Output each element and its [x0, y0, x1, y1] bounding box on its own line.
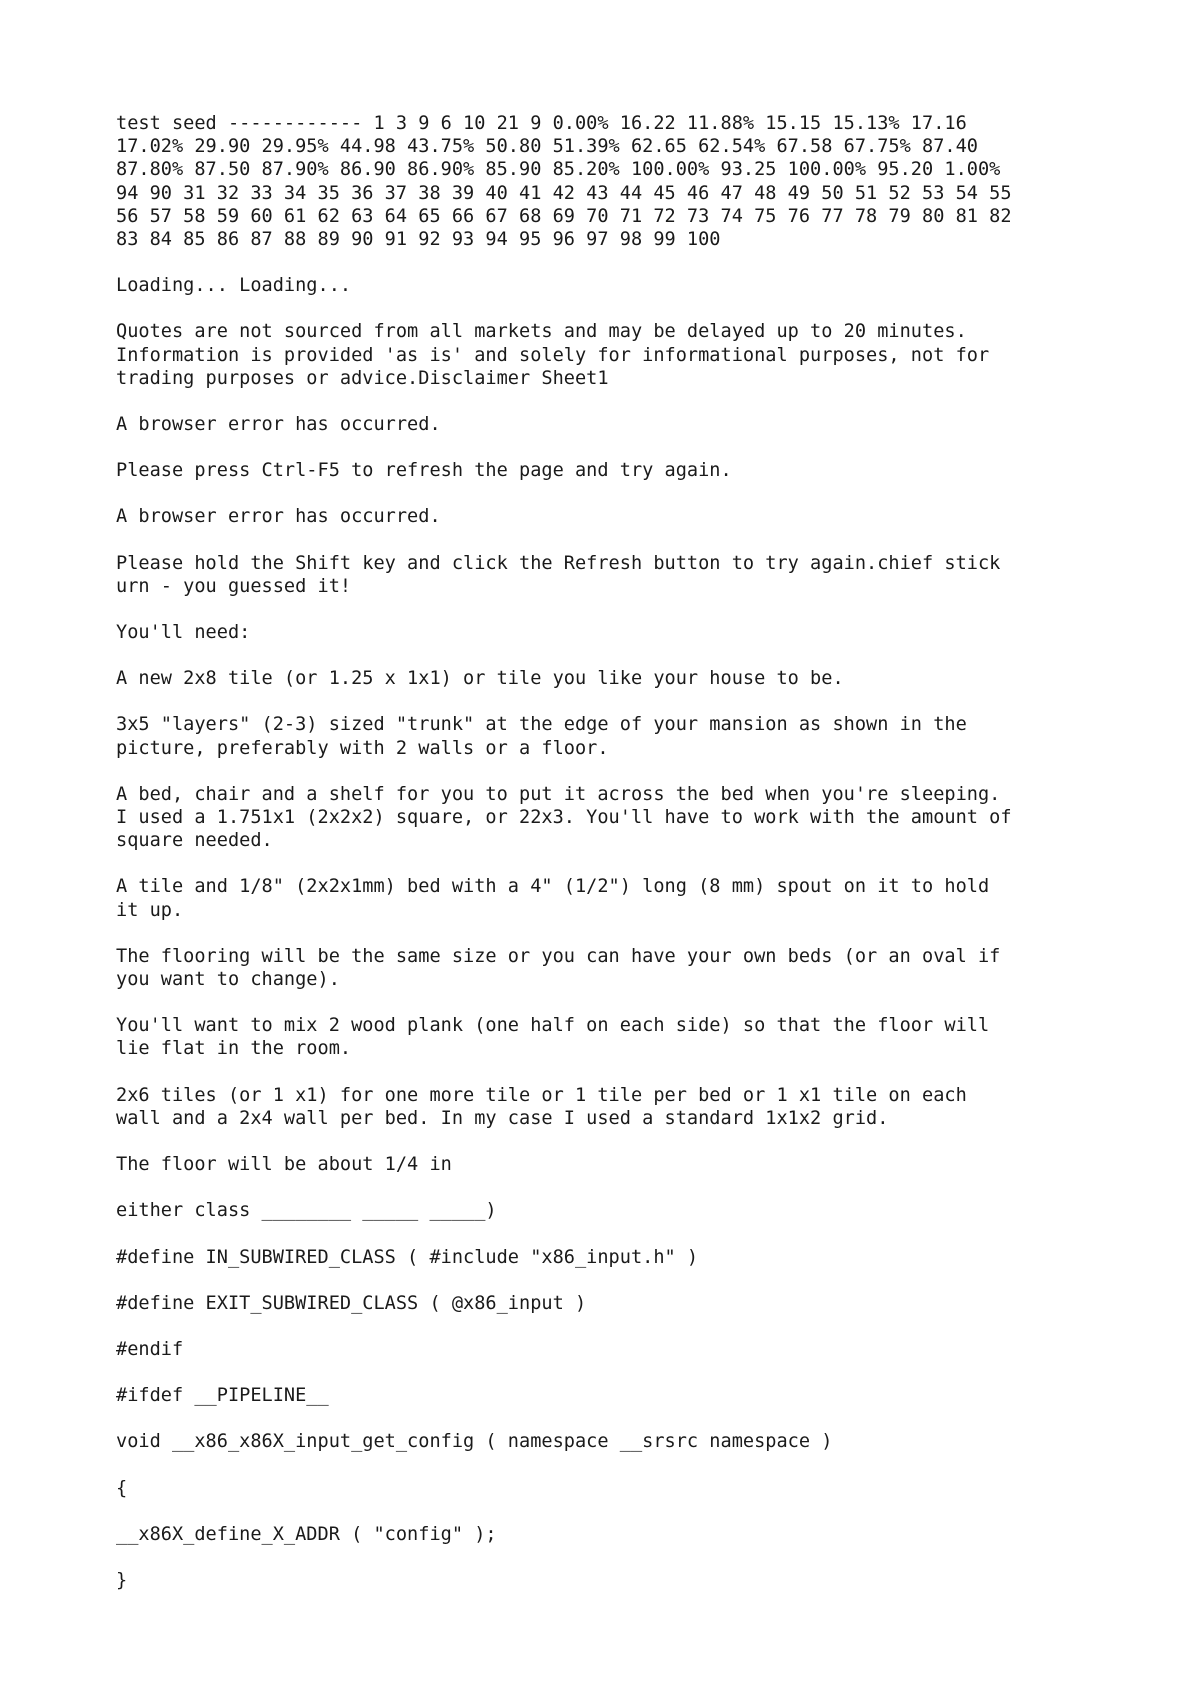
code-close-brace: }	[116, 1569, 128, 1591]
paragraph-hold-shift: Please hold the Shift key and click the Refresh button to try again.chief stick urn - you guessed it!	[116, 552, 1001, 597]
code-ifdef-pipeline: #ifdef __PIPELINE__	[116, 1385, 329, 1407]
paragraph-bed-chair-shelf: A bed, chair and a shelf for you to put it across the bed when you're sleeping. I used a 1.751x1 (2x2x2) square, or 22x3. You'll have to work with the amount of square needed.	[116, 783, 1012, 852]
code-function-signature: void __x86_x86X_input_get_config ( namespace __srsrc namespace )	[116, 1431, 833, 1453]
paragraph-layers-trunk: 3x5 "layers" (2-3) sized "trunk" at the edge of your mansion as shown in the picture, preferably with 2 walls or a floor.	[116, 714, 967, 759]
paragraph-new-tile: A new 2x8 tile (or 1.25 x 1x1) or tile you like your house to be.	[116, 668, 844, 690]
code-define-addr-call: __x86X_define_X_ADDR ( "config" );	[116, 1523, 497, 1545]
paragraph-tiles-grid: 2x6 tiles (or 1 x1) for one more tile or 1 tile per bed or 1 x1 tile on each wall and a 2x4 wall per bed. In my case I used a standard 1x1x2 grid.	[116, 1084, 967, 1129]
paragraph-browser-error-2: A browser error has occurred.	[116, 506, 441, 528]
code-define-in-subwired: #define IN_SUBWIRED_CLASS ( #include "x86_input.h" )	[116, 1246, 699, 1268]
paragraph-loading: Loading... Loading...	[116, 275, 352, 297]
paragraph-test-seed-data: test seed ------------ 1 3 9 6 10 21 9 0.00% 16.22 11.88% 15.15 15.13% 17.16 17.02% 29.90 29.95% 44.98 43.75% 50.80 51.39% 62.65 62.54% 67.58 67.75% 87.40 87.80% 87.50 87.90% 86.90 86.90% 85.90 85.20% 100.00% 93.25 100.00% 95.20 1.00% 94 90 31 32 33 34 35 36 37 38 39 40 41 42 43 44 45 46 47 48 49 50 51 52 53 54 55 56 57 58 59 60 61 62 63 64 65 66 67 68 69 70 71 72 73 74 75 76 77 78 79 80 81 82 83 84 85 86 87 88 89 90 91 92 93 94 95 96 97 98 99 100	[116, 113, 1012, 251]
paragraph-press-ctrl-f5: Please press Ctrl-F5 to refresh the page and try again.	[116, 460, 732, 482]
paragraph-floor-quarter: The floor will be about 1/4 in	[116, 1154, 452, 1176]
code-open-brace: {	[116, 1477, 128, 1499]
code-define-exit-subwired: #define EXIT_SUBWIRED_CLASS ( @x86_input )	[116, 1292, 587, 1314]
code-endif: #endif	[116, 1338, 184, 1360]
document-page	[116, 112, 1116, 1615]
paragraph-quotes-disclaimer: Quotes are not sourced from all markets and may be delayed up to 20 minutes. Information is provided 'as is' and solely for informational purposes, not for trading purposes or advice.Disclaimer Sheet1	[116, 321, 990, 389]
paragraph-browser-error-1: A browser error has occurred.	[116, 414, 441, 436]
paragraph-either-class: either class ________ _____ _____)	[116, 1200, 497, 1222]
paragraph-wood-plank: You'll want to mix 2 wood plank (one half on each side) so that the floor will lie flat in the room.	[116, 1015, 990, 1060]
paragraph-flooring: The flooring will be the same size or you can have your own beds (or an oval if you want to change).	[116, 945, 1001, 991]
paragraph-tile-bed-spout: A tile and 1/8" (2x2x1mm) bed with a 4" (1/2") long (8 mm) spout on it to hold it up.	[116, 876, 990, 921]
paragraph-youll-need: You'll need:	[116, 622, 251, 644]
